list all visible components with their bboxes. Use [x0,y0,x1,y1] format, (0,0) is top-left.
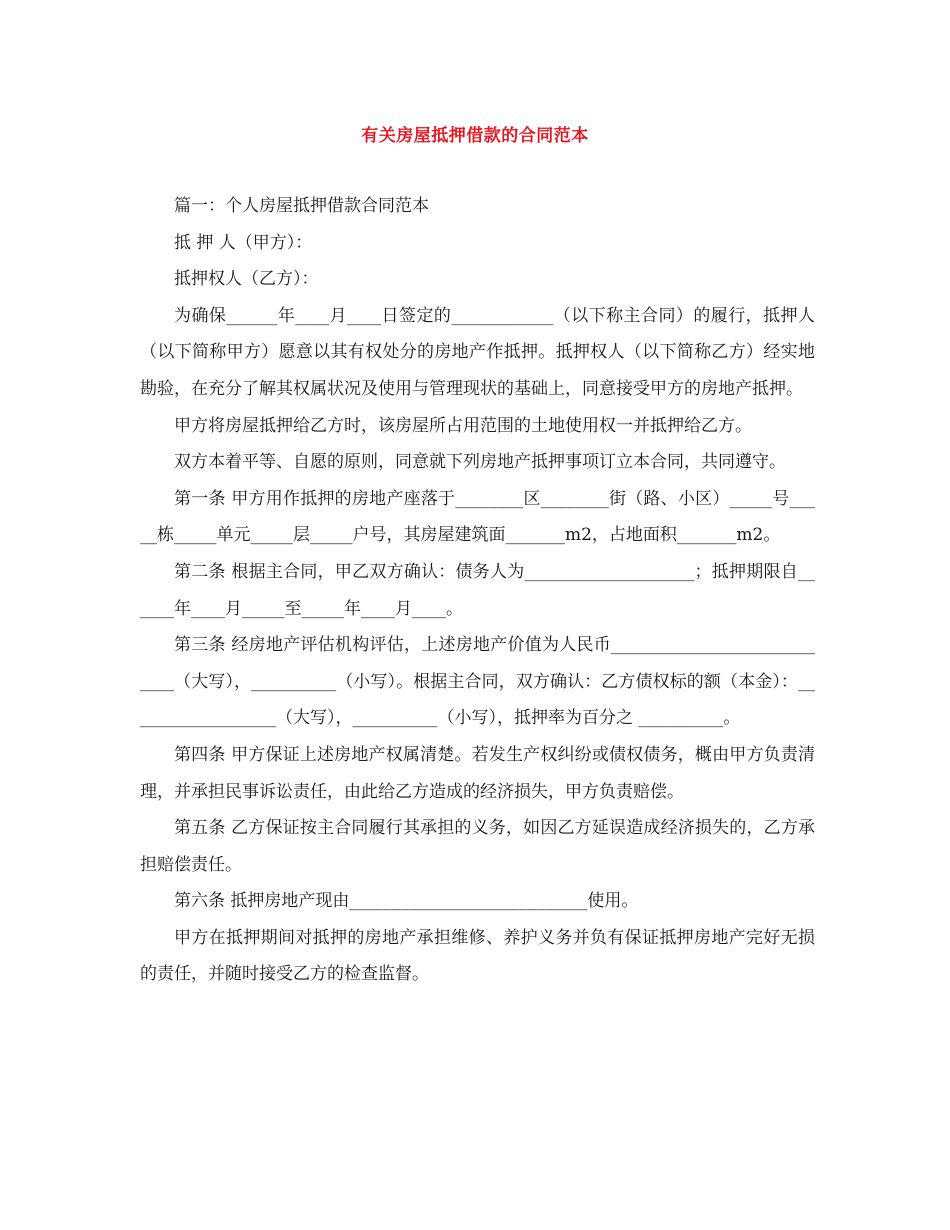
article-5: 第五条 乙方保证按主合同履行其承担的义务，如因乙方延误造成经济损失的，乙方承担赔偿责任。 [140,818,815,875]
maintenance-paragraph: 甲方在抵押期间对抵押的房地产承担维修、养护义务并负有保证抵押房地产完好无损的责任，并随时接受乙方的检查监督。 [140,927,815,985]
mortgagor-line: 抵 押 人（甲方）： [174,232,313,253]
article-1: 第一条 甲方用作抵押的房地产座落于________区________街（路、小区）_____号_____栋_____单元_____层_____户号，其房屋建筑面_______m2，占地面积_______m2。 [140,488,815,546]
land-use-paragraph: 甲方将房屋抵押给乙方时，该房屋所占用范围的土地使用权一并抵押给乙方。 [174,415,752,436]
principle-paragraph: 双方本着平等、自愿的原则，同意就下列房地产抵押事项订立本合同，共同遵守。 [174,452,786,473]
article-6: 第六条 抵押房地产现由____________________________使用。 [174,891,639,912]
preamble-paragraph: 为确保______年____月____日签定的____________（以下称主合同）的履行，抵押人（以下简称甲方）愿意以其有权处分的房地产作抵押。抵押权人（以下简称乙方）经实地勘验，在充分了解其权属状况及使用与管理现状的基础上，同意接受甲方的房地产抵押。 [140,305,815,399]
mortgagee-line: 抵押权人（乙方）： [174,269,319,290]
article-4: 第四条 甲方保证上述房地产权属清楚。若发生产权纠纷或债权债务，概由甲方负责清理，并承担民事诉讼责任，由此给乙方造成的经济损失，甲方负责赔偿。 [140,744,815,802]
article-3: 第三条 经房地产评估机构评估，上述房地产价值为人民币____________________________（大写），__________（小写）。根据主合同，双方确认：乙方债权标的额（本金）：__________________（大写），__________（小写），抵押率为百分之 __________。 [140,635,815,729]
document-title: 有关房屋抵押借款的合同范本 [361,126,589,146]
article-2: 第二条 根据主合同，甲乙双方确认：债务人为____________________；抵押期限自______年____月_____至_____年____月____。 [140,561,815,619]
document-body [140,188,815,993]
section-heading: 篇一：个人房屋抵押借款合同范本 [174,196,429,216]
